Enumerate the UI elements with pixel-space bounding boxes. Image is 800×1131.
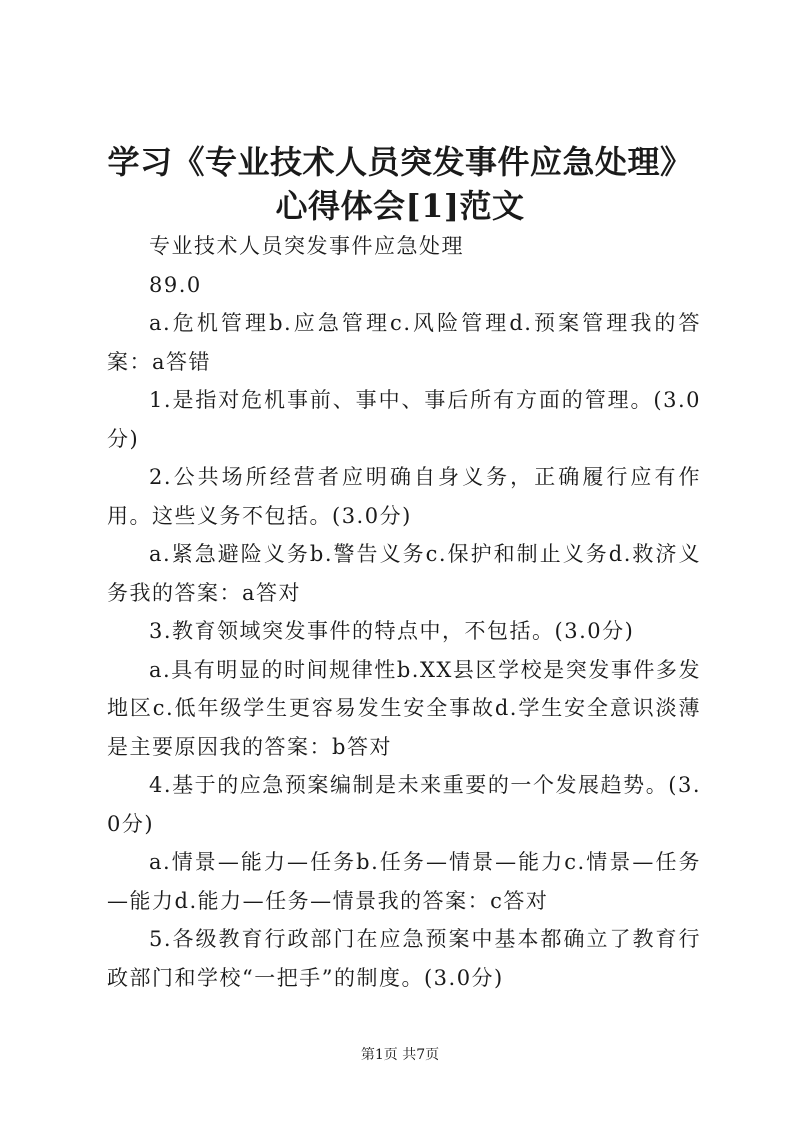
- paragraph: 1.是指对危机事前、事中、事后所有方面的管理。(3.0分): [107, 388, 701, 451]
- page-footer: 第1页 共7页: [360, 1047, 440, 1063]
- document-title: 学习《专业技术人员突发事件应急处理》心得体会[1]范文: [107, 143, 693, 225]
- paragraph: a.具有明显的时间规律性b.XX县区学校是突发事件多发地区c.低年级学生更容易发生安全事故d.学生安全意识淡薄是主要原因我的答案：b答对: [107, 657, 701, 759]
- paragraph: 4.基于的应急预案编制是未来重要的一个发展趋势。(3.0分): [107, 773, 701, 836]
- paragraph: 2.公共场所经营者应明确自身义务，正确履行应有作用。这些义务不包括。(3.0分): [107, 465, 701, 528]
- paragraph: 专业技术人员突发事件应急处理: [149, 234, 464, 258]
- paragraph: a.紧急避险义务b.警告义务c.保护和制止义务d.救济义务我的答案：a答对: [107, 542, 701, 605]
- paragraph: 89.0: [149, 272, 202, 297]
- paragraph: a.情景—能力—任务b.任务—情景—能力c.情景—任务—能力d.能力—任务—情景我的答案：c答对: [107, 850, 701, 913]
- paragraph: 3.教育领域突发事件的特点中，不包括。(3.0分): [149, 619, 635, 643]
- paragraph: a.危机管理b.应急管理c.风险管理d.预案管理我的答案：a答错: [107, 311, 701, 374]
- document-body: [107, 227, 701, 997]
- paragraph: 5.各级教育行政部门在应急预案中基本都确立了教育行政部门和学校“一把手”的制度。(3.0分): [107, 927, 701, 990]
